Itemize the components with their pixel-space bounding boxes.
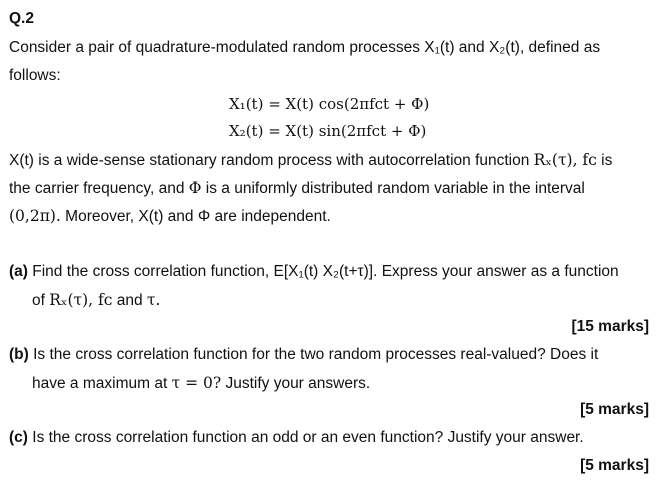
description-line-1	[9, 150, 612, 171]
description-text: is a uniformly distributed random variable in the interval	[201, 180, 585, 197]
part-b-label: (b)	[9, 346, 29, 363]
description-math: Φ	[188, 179, 202, 197]
part-a-text: of	[32, 292, 50, 309]
intro-line-1: Consider a pair of quadrature-modulated random processes X₁(t) and X₂(t), defined as	[9, 39, 601, 56]
part-a-line-2	[32, 290, 160, 311]
part-b-text: Is the cross correlation function for the two random processes real-valued? Does it	[28, 346, 599, 363]
part-b-line-1	[9, 345, 598, 365]
description-text: the carrier frequency, and	[9, 180, 189, 197]
description-text: X(t) is a wide-sense stationary random process with autocorrelation function	[9, 152, 534, 169]
intro-line-2: follows:	[9, 67, 61, 84]
part-c-label: (c)	[9, 429, 28, 446]
part-a-label: (a)	[9, 263, 28, 280]
description-text: Moreover, X(t) and Φ are independent.	[60, 208, 331, 225]
equation-x1: X₁(t) = X(t) cos(2πfᴄt + Φ)	[229, 95, 430, 113]
part-b-math: τ = 0?	[171, 374, 222, 392]
description-line-2	[9, 178, 585, 199]
question-number: Q.2	[9, 10, 34, 27]
part-b-marks: [5 marks]	[580, 401, 649, 418]
description-math: (0,2π).	[9, 207, 61, 225]
part-b-line-2	[32, 373, 370, 394]
part-a-math: τ.	[146, 291, 161, 309]
description-text: is	[596, 152, 613, 169]
equation-x2: X₂(t) = X(t) sin(2πfᴄt + Φ)	[229, 122, 427, 140]
part-c-marks: [5 marks]	[580, 457, 649, 474]
part-a-math: Rₓ(τ), fᴄ	[49, 291, 113, 309]
part-b-text: Justify your answers.	[221, 375, 371, 392]
part-a-text: Find the cross correlation function, E[X₁(t) X₂(t+τ)]. Express your answer as a function	[27, 263, 619, 280]
part-a-text: and	[112, 292, 147, 309]
description-math: Rₓ(τ), fᴄ	[533, 151, 597, 169]
part-a-line-1	[9, 262, 619, 282]
description-line-3	[9, 206, 331, 227]
part-b-text: have a maximum at	[32, 375, 172, 392]
part-c-text: Is the cross correlation function an odd or an even function? Justify your answer.	[27, 429, 584, 446]
part-a-marks: [15 marks]	[571, 318, 649, 335]
part-c-line-1	[9, 428, 584, 448]
